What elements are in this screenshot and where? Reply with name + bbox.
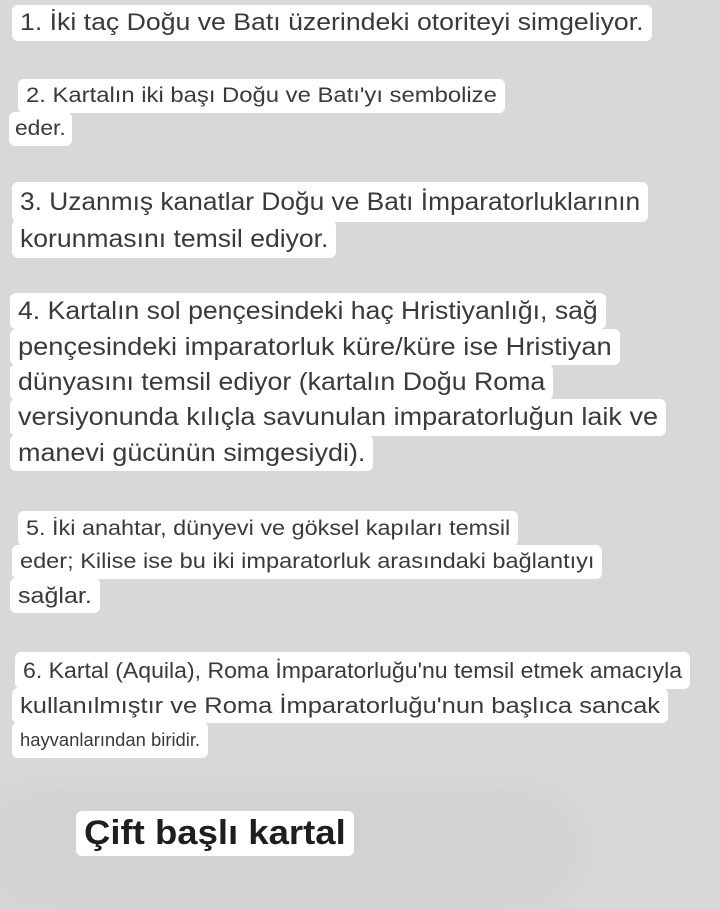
item-3-line-2: korunmasını temsil ediyor. — [12, 220, 336, 258]
item-2-line-2: eder. — [9, 112, 72, 146]
page-title: Çift başlı kartal — [76, 811, 354, 856]
item-3-line-1: 3. Uzanmış kanatlar Doğu ve Batı İmparatorluklarının — [12, 182, 648, 222]
item-2-line-1: 2. Kartalın iki başı Doğu ve Batı'yı sembolize — [18, 79, 505, 113]
item-6-line-1: 6. Kartal (Aquila), Roma İmparatorluğu'nu temsil etmek amacıyla — [15, 652, 690, 689]
item-4-line-2: pençesindeki imparatorluk küre/küre ise Hristiyan — [10, 329, 620, 365]
item-4-line-4: versiyonunda kılıçla savunulan imparatorluğun laik ve — [10, 399, 666, 436]
item-1-line-1: 1. İki taç Doğu ve Batı üzerindeki otoriteyi simgeliyor. — [12, 5, 652, 41]
item-6-line-3: hayvanlarından biridir. — [12, 722, 208, 758]
item-4-line-3: dünyasını temsil ediyor (kartalın Doğu Roma — [10, 364, 553, 400]
item-4-line-1: 4. Kartalın sol pençesindeki haç Hristiyanlığı, sağ — [10, 293, 606, 329]
item-5-line-1: 5. İki anahtar, dünyevi ve göksel kapıları temsil — [18, 511, 518, 546]
item-5-line-2: eder; Kilise ise bu iki imparatorluk arasındaki bağlantıyı — [12, 545, 602, 579]
item-5-line-3: sağlar. — [10, 578, 100, 613]
item-4-line-5: manevi gücünün simgesiydi). — [10, 435, 373, 471]
item-6-line-2: kullanılmıştır ve Roma İmparatorluğu'nun başlıca sancak — [12, 688, 668, 723]
